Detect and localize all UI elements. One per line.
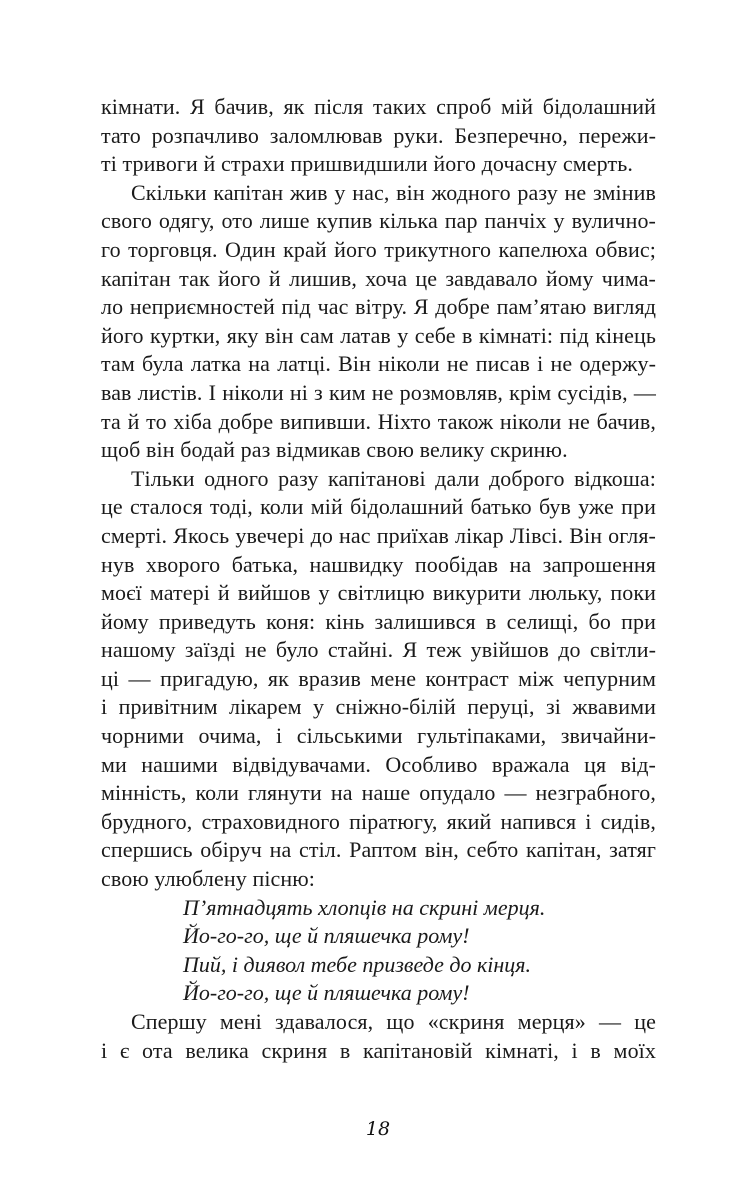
page-number: 18 (365, 1118, 391, 1140)
text-line: кімнати. Я бачив, як після таких спроб мій бідолашний (101, 94, 656, 119)
song-verse (101, 894, 656, 1008)
text-line: го торговця. Один край його трикутного капелюха обвис; (101, 236, 656, 262)
text-line: його куртки, яку він сам латав у себе в кімнаті: під кінець (101, 322, 656, 348)
verse-line: Йо-го-го, ще й пляшечка рому! (183, 980, 470, 1006)
text-line: та й то хіба добре випивши. Ніхто також ніколи не бачив, (101, 408, 656, 434)
text-line: ці — пригадую, як вразив мене контраст між чепурним (101, 665, 656, 691)
paragraph (101, 93, 656, 179)
book-page-text (101, 93, 656, 1065)
text-line: це сталося тоді, коли мій бідолашний батько був уже при (101, 494, 656, 520)
text-line: вав листів. І ніколи ні з ким не розмовляв, крім сусідів, — (101, 379, 656, 405)
text-line: спершись обіруч на стіл. Раптом він, себто капітан, затяг (101, 837, 656, 863)
text-line: ті тривоги й страхи пришвидшили його дочасну смерть. (101, 151, 633, 177)
verse-line: Пий, і диявол тебе призведе до кінця. (183, 951, 532, 977)
paragraph (101, 179, 656, 465)
text-line: капітан так його й лишив, хоча це завдавало йому чима- (101, 265, 656, 291)
text-line: свого одягу, ото лише купив кілька пар панчіх у вулично- (101, 208, 656, 234)
text-line: моєї матері й вийшов у світлицю викурити люльку, поки (101, 580, 656, 606)
text-line: Тільки одного разу капітанові дали доброго відкоша: (131, 465, 656, 491)
text-line: там була латка на латці. Він ніколи не писав і не одержу- (101, 351, 656, 377)
text-line: нашому заїзді не було стайні. Я теж увійшов до світли- (101, 637, 656, 663)
text-line: тато розпачливо заломлював руки. Безперечно, пережи- (101, 122, 656, 148)
text-line: йому приведуть коня: кінь залишився в селищі, бо при (101, 608, 656, 634)
paragraph (101, 465, 656, 894)
text-line: Спершу мені здавалося, що «скриня мерця» — це (131, 1009, 656, 1034)
text-line: нув хворого батька, нашвидку пообідав на запрошення (101, 551, 656, 577)
verse-line: Йо-го-го, ще й пляшечка рому! (183, 923, 470, 949)
paragraph (101, 1008, 656, 1065)
text-line: мінність, коли глянути на наше опудало — незграбного, (101, 780, 656, 806)
text-line: ми нашими відвідувачами. Особливо вражала ця від- (101, 751, 656, 777)
text-line: Скільки капітан жив у нас, він жодного разу не змінив (131, 179, 656, 205)
text-line: щоб він бодай раз відмикав свою велику скриню. (101, 437, 568, 463)
text-line: чорними очима, і сільськими гультіпаками, звичайни- (101, 723, 656, 749)
text-line: і є ота велика скриня в капітановій кімнаті, і в моїх (101, 1037, 656, 1063)
text-line: смерті. Якось увечері до нас приїхав лікар Лівсі. Він огля- (101, 522, 656, 548)
text-line: брудного, страховидного піратюгу, який напився і сидів, (101, 808, 656, 834)
text-line: свою улюблену пісню: (101, 866, 316, 892)
text-line: ло неприємностей під час вітру. Я добре пам’ятаю вигляд (101, 294, 656, 320)
text-line: і привітним лікарем у сніжно-білій перуці, зі жвавими (101, 694, 656, 720)
verse-line: П’ятнадцять хлопців на скрині мерця. (183, 894, 546, 920)
